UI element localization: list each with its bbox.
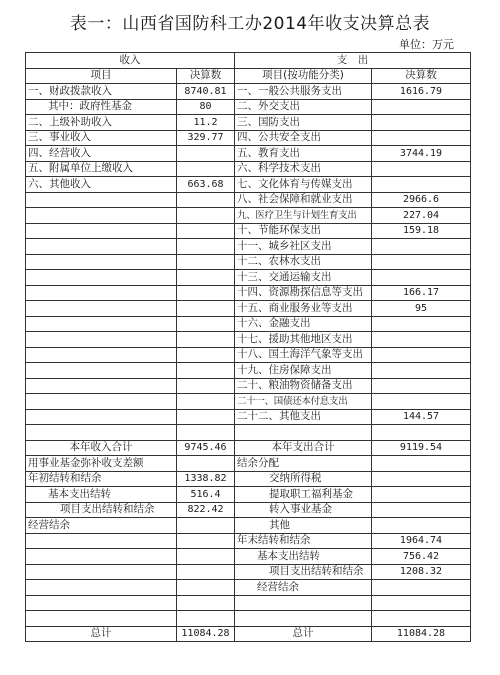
- expense-item-cell: 提取职工福利基金: [235, 487, 372, 503]
- expense-amount-cell: [372, 518, 471, 534]
- income-item-cell: 一、财政拨款收入: [26, 84, 177, 100]
- income-amount-cell: [177, 378, 235, 394]
- section-header-row: [26, 53, 471, 69]
- expense-section-header: 支 出: [235, 53, 471, 69]
- expense-item-cell: 基本支出结转: [235, 549, 372, 565]
- expense-item-cell: [235, 595, 372, 611]
- table-row: [26, 440, 471, 456]
- page-title: 表一：山西省国防科工办2014年收支决算总表: [69, 14, 431, 34]
- expense-item-cell: 二、外交支出: [235, 99, 372, 115]
- income-item-cell: [26, 285, 177, 301]
- expense-amount-cell: [372, 239, 471, 255]
- income-amount-cell: [177, 456, 235, 472]
- table-row: [26, 394, 471, 410]
- expense-amount-cell: [372, 363, 471, 379]
- expense-amount-cell: 3744.19: [372, 146, 471, 162]
- income-amount-cell: [177, 549, 235, 565]
- expense-amount-cell: [372, 502, 471, 518]
- expense-item-cell: 二十二、其他支出: [235, 409, 372, 425]
- income-amount-cell: [177, 208, 235, 224]
- income-item-cell: [26, 332, 177, 348]
- income-item-cell: [26, 595, 177, 611]
- income-item-cell: [26, 409, 177, 425]
- table-row: [26, 332, 471, 348]
- income-item-cell: [26, 316, 177, 332]
- income-amount-cell: [177, 239, 235, 255]
- table-row: [26, 611, 471, 627]
- income-amount-cell: 11.2: [177, 115, 235, 131]
- income-item-cell: 二、上级补助收入: [26, 115, 177, 131]
- income-item-cell: [26, 425, 177, 441]
- expense-item-cell: 经营结余: [235, 580, 372, 596]
- column-header-row: [26, 68, 471, 84]
- expense-amount-cell: [372, 130, 471, 146]
- expense-amount-cell: [372, 270, 471, 286]
- expense-item-cell: 五、教育支出: [235, 146, 372, 162]
- income-item-cell: 基本支出结转: [26, 487, 177, 503]
- expense-item-cell: 九、医疗卫生与计划生育支出: [235, 208, 372, 224]
- expense-amount-cell: [372, 332, 471, 348]
- income-amount-cell: 9745.46: [177, 440, 235, 456]
- expense-amount-cell: [372, 177, 471, 193]
- table-row: [26, 549, 471, 565]
- expense-item-cell: 十九、住房保障支出: [235, 363, 372, 379]
- table-row: [26, 533, 471, 549]
- income-item-cell: 年初结转和结余: [26, 471, 177, 487]
- table-row: [26, 316, 471, 332]
- table-row: [26, 502, 471, 518]
- expense-amount-cell: [372, 378, 471, 394]
- income-item-cell: [26, 378, 177, 394]
- income-item-cell: [26, 239, 177, 255]
- table-row: [26, 192, 471, 208]
- table-row: [26, 285, 471, 301]
- income-amount-cell: 8740.81: [177, 84, 235, 100]
- expense-amount-cell: 11084.28: [372, 626, 471, 642]
- table-row: [26, 254, 471, 270]
- income-item-cell: 五、附属单位上缴收入: [26, 161, 177, 177]
- table-row: [26, 471, 471, 487]
- unit-label: 单位：万元: [399, 38, 454, 51]
- income-amount-cell: [177, 409, 235, 425]
- income-amount-cell: 516.4: [177, 487, 235, 503]
- expense-item-cell: 三、国防支出: [235, 115, 372, 131]
- income-amount-cell: [177, 161, 235, 177]
- income-item-cell: 项目支出结转和结余: [26, 502, 177, 518]
- expense-item-cell: 结余分配: [235, 456, 372, 472]
- expense-item-cell: 十五、商业服务业等支出: [235, 301, 372, 317]
- expense-amount-cell: [372, 394, 471, 410]
- expense-item-cell: 十三、交通运输支出: [235, 270, 372, 286]
- income-item-cell: [26, 254, 177, 270]
- table-row: [26, 564, 471, 580]
- expense-item-cell: 八、社会保障和就业支出: [235, 192, 372, 208]
- table-row: [26, 363, 471, 379]
- expense-item-cell: 十七、援助其他地区支出: [235, 332, 372, 348]
- income-item-cell: [26, 611, 177, 627]
- expense-amount-cell: 95: [372, 301, 471, 317]
- table-row: [26, 518, 471, 534]
- expense-amount-cell: 159.18: [372, 223, 471, 239]
- income-amount-cell: [177, 518, 235, 534]
- expense-amount-cell: [372, 425, 471, 441]
- income-item-header: 项目: [26, 68, 177, 84]
- expense-amount-cell: 166.17: [372, 285, 471, 301]
- table-row: [26, 130, 471, 146]
- table-row: [26, 115, 471, 131]
- income-amount-cell: [177, 363, 235, 379]
- expense-item-cell: 十四、资源勘探信息等支出: [235, 285, 372, 301]
- income-amount-cell: 822.42: [177, 502, 235, 518]
- expense-amount-cell: 756.42: [372, 549, 471, 565]
- table-row: [26, 208, 471, 224]
- expense-amount-header: 决算数: [372, 68, 471, 84]
- expense-amount-cell: 2966.6: [372, 192, 471, 208]
- income-amount-cell: [177, 332, 235, 348]
- expense-item-header: 项目(按功能分类): [235, 68, 372, 84]
- income-amount-cell: 329.77: [177, 130, 235, 146]
- expense-item-cell: 总计: [235, 626, 372, 642]
- table-row: [26, 595, 471, 611]
- income-amount-cell: [177, 285, 235, 301]
- income-item-cell: [26, 580, 177, 596]
- table-row: [26, 301, 471, 317]
- income-item-cell: 用事业基金弥补收支差额: [26, 456, 177, 472]
- income-amount-cell: [177, 425, 235, 441]
- income-amount-cell: [177, 611, 235, 627]
- table-row: [26, 270, 471, 286]
- expense-amount-cell: 1616.79: [372, 84, 471, 100]
- income-section-header: 收入: [26, 53, 235, 69]
- expense-item-cell: 十八、国土海洋气象等支出: [235, 347, 372, 363]
- expense-item-cell: 十六、金融支出: [235, 316, 372, 332]
- expense-item-cell: 交纳所得税: [235, 471, 372, 487]
- income-item-cell: [26, 270, 177, 286]
- income-amount-cell: 1338.82: [177, 471, 235, 487]
- expense-item-cell: 二十、粮油物资储备支出: [235, 378, 372, 394]
- table-row: [26, 409, 471, 425]
- table-row: [26, 239, 471, 255]
- expense-amount-cell: 9119.54: [372, 440, 471, 456]
- expense-amount-cell: [372, 99, 471, 115]
- income-item-cell: [26, 533, 177, 549]
- income-item-cell: 三、事业收入: [26, 130, 177, 146]
- expense-amount-cell: [372, 456, 471, 472]
- table-row: [26, 580, 471, 596]
- income-amount-cell: 663.68: [177, 177, 235, 193]
- income-item-cell: 其中：政府性基金: [26, 99, 177, 115]
- income-amount-cell: [177, 580, 235, 596]
- expense-amount-cell: [372, 316, 471, 332]
- expense-amount-cell: 1964.74: [372, 533, 471, 549]
- income-item-cell: [26, 223, 177, 239]
- expense-item-cell: 年末结转和结余: [235, 533, 372, 549]
- income-item-cell: [26, 394, 177, 410]
- income-item-cell: [26, 208, 177, 224]
- income-amount-header: 决算数: [177, 68, 235, 84]
- expense-item-cell: 本年支出合计: [235, 440, 372, 456]
- expense-item-cell: 七、文化体育与传媒支出: [235, 177, 372, 193]
- income-amount-cell: [177, 564, 235, 580]
- income-item-cell: 六、其他收入: [26, 177, 177, 193]
- income-amount-cell: [177, 316, 235, 332]
- table-row: [26, 378, 471, 394]
- income-amount-cell: [177, 270, 235, 286]
- expense-amount-cell: [372, 347, 471, 363]
- income-amount-cell: [177, 223, 235, 239]
- table-row: [26, 161, 471, 177]
- expense-item-cell: 二十一、国债还本付息支出: [235, 394, 372, 410]
- income-item-cell: 本年收入合计: [26, 440, 177, 456]
- expense-item-cell: [235, 425, 372, 441]
- expense-item-cell: 四、公共安全支出: [235, 130, 372, 146]
- expense-amount-cell: 1208.32: [372, 564, 471, 580]
- expense-amount-cell: 227.04: [372, 208, 471, 224]
- budget-table: [25, 52, 471, 642]
- table-row: [26, 626, 471, 642]
- income-item-cell: 经营结余: [26, 518, 177, 534]
- table-row: [26, 487, 471, 503]
- income-amount-cell: [177, 595, 235, 611]
- expense-amount-cell: [372, 487, 471, 503]
- income-amount-cell: [177, 254, 235, 270]
- expense-item-cell: 一、一般公共服务支出: [235, 84, 372, 100]
- expense-item-cell: 六、科学技术支出: [235, 161, 372, 177]
- income-amount-cell: 80: [177, 99, 235, 115]
- expense-amount-cell: [372, 471, 471, 487]
- table-row: [26, 84, 471, 100]
- expense-item-cell: 十二、农林水支出: [235, 254, 372, 270]
- expense-amount-cell: 144.57: [372, 409, 471, 425]
- expense-amount-cell: [372, 595, 471, 611]
- income-item-cell: [26, 347, 177, 363]
- table-row: [26, 347, 471, 363]
- table-row: [26, 99, 471, 115]
- table-row: [26, 223, 471, 239]
- income-item-cell: 总计: [26, 626, 177, 642]
- table-row: [26, 425, 471, 441]
- income-item-cell: [26, 549, 177, 565]
- table-row: [26, 456, 471, 472]
- expense-amount-cell: [372, 161, 471, 177]
- income-item-cell: [26, 301, 177, 317]
- expense-item-cell: 项目支出结转和结余: [235, 564, 372, 580]
- expense-item-cell: 转入事业基金: [235, 502, 372, 518]
- income-amount-cell: 11084.28: [177, 626, 235, 642]
- income-amount-cell: [177, 192, 235, 208]
- table-row: [26, 177, 471, 193]
- income-amount-cell: [177, 533, 235, 549]
- expense-item-cell: 十、节能环保支出: [235, 223, 372, 239]
- expense-amount-cell: [372, 580, 471, 596]
- expense-item-cell: 其他: [235, 518, 372, 534]
- income-item-cell: [26, 564, 177, 580]
- income-amount-cell: [177, 394, 235, 410]
- income-amount-cell: [177, 146, 235, 162]
- expense-amount-cell: [372, 611, 471, 627]
- income-amount-cell: [177, 347, 235, 363]
- income-amount-cell: [177, 301, 235, 317]
- table-row: [26, 146, 471, 162]
- expense-amount-cell: [372, 254, 471, 270]
- expense-item-cell: [235, 611, 372, 627]
- expense-item-cell: 十一、城乡社区支出: [235, 239, 372, 255]
- income-item-cell: [26, 363, 177, 379]
- expense-amount-cell: [372, 115, 471, 131]
- income-item-cell: [26, 192, 177, 208]
- income-item-cell: 四、经营收入: [26, 146, 177, 162]
